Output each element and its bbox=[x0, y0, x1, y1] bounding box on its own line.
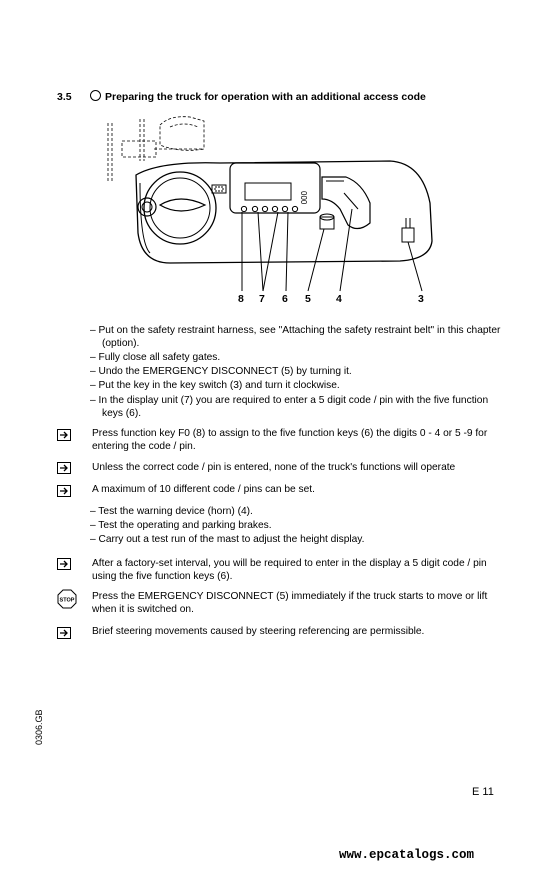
figure-label-5: 5 bbox=[305, 293, 311, 305]
list-item: – Test the warning device (horn) (4). bbox=[90, 506, 253, 517]
list-item: – Put the key in the key switch (3) and turn it clockwise. bbox=[90, 380, 340, 391]
stop-sign-label: STOP bbox=[59, 597, 75, 604]
figure-label-6: 6 bbox=[282, 293, 288, 305]
control-panel-figure bbox=[100, 113, 445, 308]
note-text: A maximum of 10 different code / pins can be set. bbox=[92, 484, 315, 495]
arrow-right-icon bbox=[57, 429, 71, 441]
list-item: – In the display unit (7) you are required to enter a 5 digit code / pin with the five function keys (6). bbox=[90, 395, 489, 419]
arrow-right-icon bbox=[57, 462, 71, 474]
display-digits: 000 bbox=[299, 191, 308, 205]
arrow-right-icon bbox=[57, 558, 71, 570]
arrow-right-icon bbox=[57, 485, 71, 497]
page-number: E 11 bbox=[472, 786, 494, 798]
note-text: Brief steering movements caused by steering referencing are permissible. bbox=[92, 626, 425, 637]
note-text: Press function key F0 (8) to assign to the five function keys (6) the digits 0 - 4 or 5 -9 for entering the code / pin. bbox=[92, 428, 488, 452]
list-item: – Fully close all safety gates. bbox=[90, 352, 221, 363]
stop-sign-icon bbox=[57, 589, 77, 609]
list-item: – Undo the EMERGENCY DISCONNECT (5) by turning it. bbox=[90, 366, 352, 377]
figure-label-3: 3 bbox=[418, 293, 424, 305]
document-code: 0306.GB bbox=[34, 709, 44, 745]
section-heading bbox=[57, 90, 426, 103]
figure-label-7: 7 bbox=[259, 293, 265, 305]
arrow-right-icon bbox=[57, 627, 71, 639]
section-title: Preparing the truck for operation with an additional access code bbox=[105, 91, 426, 103]
note-text: After a factory-set interval, you will be required to enter in the display a 5 digit code / pin using the five function keys (6). bbox=[92, 558, 487, 582]
list-item: – Test the operating and parking brakes. bbox=[90, 520, 272, 531]
bullet-circle-icon bbox=[90, 90, 101, 101]
note-text: Unless the correct code / pin is entered, none of the truck's functions will operate bbox=[92, 462, 456, 473]
note-text: Press the EMERGENCY DISCONNECT (5) immediately if the truck starts to move or lift when it is switched on. bbox=[92, 591, 488, 615]
list-item: – Carry out a test run of the mast to adjust the height display. bbox=[90, 534, 365, 545]
watermark-link[interactable]: www.epcatalogs.com bbox=[339, 848, 475, 862]
figure-label-4: 4 bbox=[336, 293, 342, 305]
section-number: 3.5 bbox=[57, 91, 72, 103]
list-item: – Put on the safety restraint harness, see "Attaching the safety restraint belt" in this chapter (option). bbox=[90, 325, 501, 349]
figure-label-8: 8 bbox=[238, 293, 244, 305]
